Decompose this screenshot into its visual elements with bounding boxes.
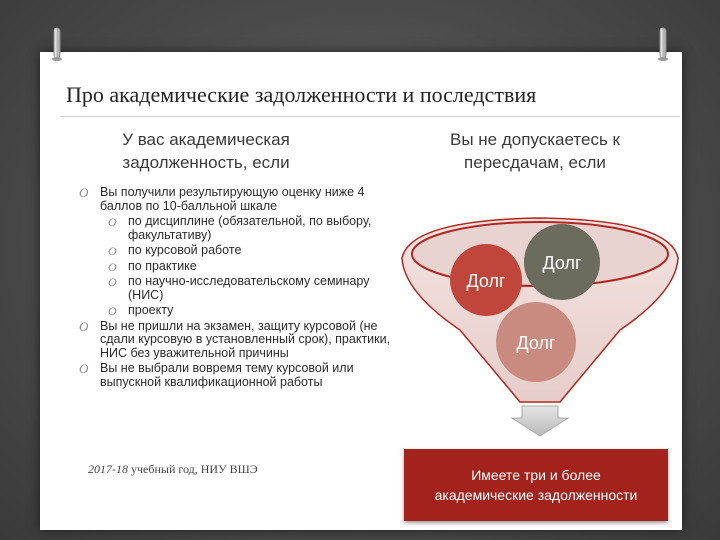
list-item (78, 244, 396, 258)
bullet-icon: O (108, 259, 117, 274)
left-column-heading: У вас академическая задолженность, если (122, 130, 290, 172)
result-line-1: Имеете три и более (471, 467, 601, 483)
list-item (78, 215, 396, 242)
result-box (404, 449, 668, 521)
pushpin-icon (46, 26, 68, 64)
bullet-text: Вы не пришли на экзамен, защиту курсовой (не сдали курсовую в установленный срок), практики, НИС без уважительной причины (100, 318, 391, 360)
bullet-icon: O (108, 304, 117, 318)
list-item (78, 304, 396, 318)
bullet-text: Вы получили результирующую оценку ниже 4 баллов по 10-балльной шкале (100, 185, 365, 213)
slide-title: Про академические задолженности и последствия (66, 82, 537, 107)
bullet-icon: O (108, 275, 117, 289)
result-line-2: академические задолженности (434, 487, 638, 503)
sub-bullet-text: проекту (128, 303, 174, 317)
debt-label: Долг (542, 253, 582, 273)
bullet-icon: O (79, 361, 89, 376)
list-item (78, 186, 396, 213)
list-item (78, 275, 396, 302)
pushpin-icon (652, 26, 674, 64)
slide-footer (88, 462, 258, 477)
footer-year: 2017-18 (88, 462, 128, 476)
bullet-icon: O (108, 215, 117, 229)
down-arrow-icon (512, 406, 568, 436)
sub-bullet-text: по дисциплине (обязательной, по выбору, факультативу) (128, 214, 372, 242)
list-item (78, 260, 396, 274)
title-divider (60, 116, 680, 117)
sub-bullet-text: по научно-исследовательскому семинару (НИС) (128, 274, 370, 302)
footer-text: учебный год, НИУ ВШЭ (128, 462, 258, 476)
right-column-heading: Вы не допускаетесь к пересдачам, если (450, 130, 620, 172)
sub-bullet-text: по курсовой работе (128, 243, 242, 257)
debt-label: Долг (516, 333, 556, 353)
bullet-icon: O (79, 318, 89, 334)
bullet-text: Вы не выбрали вовремя тему курсовой или выпускной квалификационной работы (100, 361, 354, 389)
bullet-icon: O (79, 185, 89, 200)
funnel-diagram (400, 180, 680, 440)
list-item (78, 320, 396, 361)
bullet-icon: O (108, 244, 117, 258)
conditions-list (78, 186, 396, 391)
list-item (78, 362, 396, 389)
debt-label: Долг (466, 271, 506, 291)
sub-bullet-text: по практике (128, 258, 197, 273)
